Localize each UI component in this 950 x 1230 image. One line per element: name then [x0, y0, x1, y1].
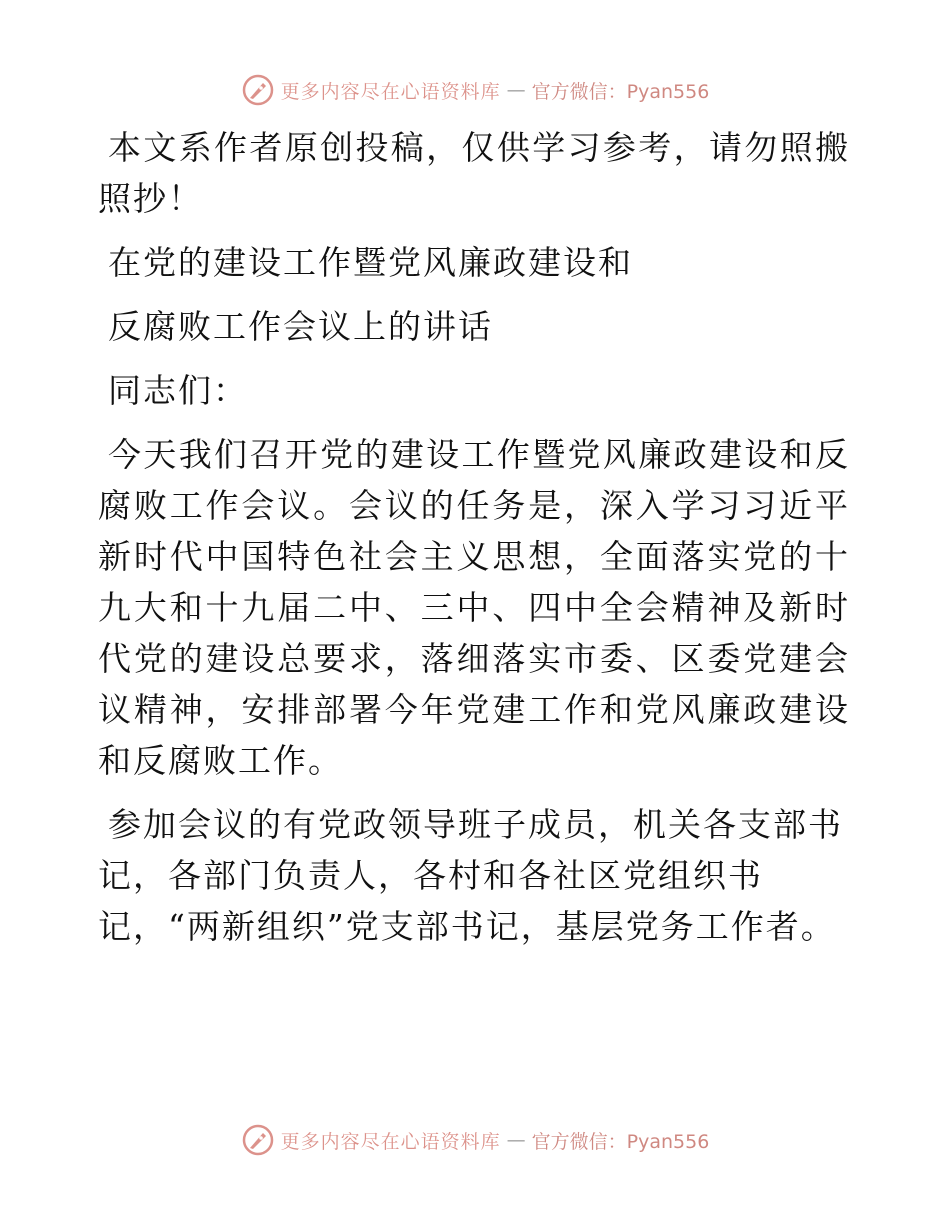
- pen-nib-logo-icon: [241, 1123, 275, 1157]
- body-paragraph-2-line-1: 参加会议的有党政领导班子成员，机关各支部书: [108, 805, 843, 844]
- body-paragraph-2: [98, 799, 850, 952]
- watermark-contact: 官方微信：Pyan556: [531, 1130, 710, 1153]
- body-paragraph-2-line-2: 记，各部门负责人，各村和各社区党组织书: [98, 856, 763, 895]
- salutation: 同志们：: [108, 371, 248, 410]
- watermark-contact: 官方微信：Pyan556: [531, 80, 710, 103]
- watermark-separator: —: [506, 1129, 526, 1151]
- document-body: [98, 122, 850, 965]
- watermark-brand: 更多内容尽在心语资料库: [280, 80, 501, 103]
- watermark-brand: 更多内容尽在心语资料库: [280, 1130, 501, 1153]
- body-paragraph-2-line-3: 记，“两新组织”党支部书记，基层党务工作者。: [98, 907, 836, 946]
- watermark-separator: —: [506, 79, 526, 101]
- title-line-2: 反腐败工作会议上的讲话: [108, 307, 493, 346]
- title-line-1: 在党的建设工作暨党风廉政建设和: [108, 243, 633, 282]
- pen-nib-logo-icon: [241, 73, 275, 107]
- body-paragraph-1: 今天我们召开党的建设工作暨党风廉政建设和反腐败工作会议。会议的任务是，深入学习习近平新时代中国特色社会主义思想，全面落实党的十九大和十九届二中、三中、四中全会精神及新时代党的建设总要求，落细落实市委、区委党建会议精神，安排部署今年党建工作和党风廉政建设和反腐败工作。: [98, 435, 850, 780]
- header-watermark: [0, 70, 950, 110]
- footer-watermark: [0, 1120, 950, 1160]
- copyright-notice: 本文系作者原创投稿，仅供学习参考，请勿照搬照抄！: [98, 128, 850, 218]
